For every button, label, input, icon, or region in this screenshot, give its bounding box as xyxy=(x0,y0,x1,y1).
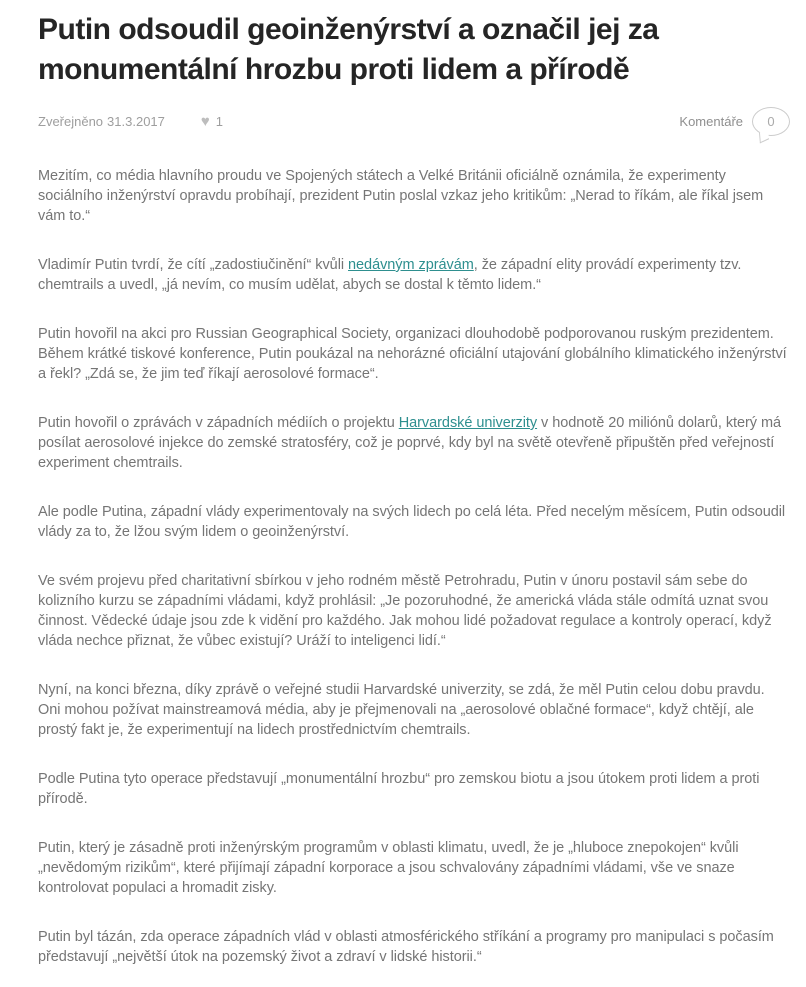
published-label: Zveřejněno xyxy=(38,113,104,129)
article-title: Putin odsoudil geoinženýrství a označil jej za monumentální hrozbu proti lidem a přírodě xyxy=(38,13,659,86)
publish-info xyxy=(38,113,223,130)
article-paragraph xyxy=(38,413,790,473)
inline-link[interactable]: Harvardské univerzity xyxy=(398,415,538,431)
paragraph-text: , že západní elity provádí experimenty tzv. chemtrails a uvedl, „já nevím, co musím udělat, abych se dostal k těmto lidem.“ xyxy=(38,257,742,293)
published-date: 31.3.2017 xyxy=(107,113,165,129)
article-meta-row xyxy=(38,106,790,136)
article-paragraph xyxy=(38,324,790,384)
comments-link[interactable]: Komentáře xyxy=(679,113,743,129)
paragraph-text: Putin byl tázán, zda operace západních vlád v oblasti atmosférického stříkání a programy pro manipulaci s počasím představují „největší útok na pozemský život a zdraví v lidské historii.“ xyxy=(38,929,774,965)
paragraph-text: Ve svém projevu před charitativní sbírkou v jeho rodném městě Petrohradu, Putin v únoru postavil sám sebe do kolizního kurzu se západními vládami, když prohlásil: „Je pozoruhodné, že americká vláda stále odmítá uznat svou činnost. Vědecké údaje jsou zde k vidění pro každého. Jak mohou lidé požadovat regulace a kontroly operací, když vláda nechce přiznat, že vůbec existují? Uráží to inteligenci lidí.“ xyxy=(38,573,772,649)
paragraph-text: Putin hovořil o zprávách v západních médiích o projektu xyxy=(38,415,399,431)
paragraph-text: Podle Putina tyto operace představují „monumentální hrozbu“ pro zemskou biotu a jsou útokem proti lidem a proti přírodě. xyxy=(38,771,760,807)
article-paragraph xyxy=(38,927,790,967)
article-paragraph xyxy=(38,769,790,809)
article-paragraph xyxy=(38,502,790,542)
comment-bubble-icon[interactable]: 0 xyxy=(752,107,790,136)
comments-widget xyxy=(679,107,790,136)
article-paragraph xyxy=(38,255,790,295)
article-paragraph xyxy=(38,680,790,740)
heart-icon[interactable]: ♥ xyxy=(200,112,210,130)
article-paragraph xyxy=(38,571,790,651)
likes-widget xyxy=(201,113,223,130)
paragraph-text: Nyní, na konci března, díky zprávě o veřejné studii Harvardské univerzity, se zdá, že měl Putin celou dobu pravdu. Oni mohou požívat mainstreamová média, aby je přejmenovali na „aerosolové oblačné formace“, když chtějí, ale prostý fakt je, že experimentují na lidech prostřednictvím chemtrails. xyxy=(38,682,765,738)
likes-count: 1 xyxy=(215,113,224,129)
paragraph-text: Putin hovořil na akci pro Russian Geographical Society, organizaci dlouhodobě podporovanou ruským prezidentem. Během krátké tiskové konference, Putin poukázal na nehorázné oficiální utajování globálního klimatického inženýrství a řekl? „Zdá se, že jim teď říkají aerosolové formace“. xyxy=(38,326,787,382)
article-paragraph xyxy=(38,166,790,226)
paragraph-text: v hodnotě 20 miliónů dolarů, který má posílat aerosolové injekce do zemské stratosféry, což je poprvé, kdy byl na světě otevřeně připuštěn před veřejností experiment chemtrails. xyxy=(38,415,782,471)
paragraph-text: Ale podle Putina, západní vlády experimentovaly na svých lidech po celá léta. Před necelým měsícem, Putin odsoudil vlády za to, že lžou svým lidem o geoinženýrství. xyxy=(38,504,786,540)
inline-link[interactable]: nedávným zprávám xyxy=(348,257,474,273)
paragraph-text: Vladimír Putin tvrdí, že cítí „zadostiučinění“ kvůli xyxy=(38,257,349,273)
article-paragraph xyxy=(38,838,790,898)
paragraph-text: Putin, který je zásadně proti inženýrským programům v oblasti klimatu, uvedl, že je „hluboce znepokojen“ kvůli „nevědomým rizikům“, které přijímají západní korporace a jsou schvalovány západními vládami, vše ve snaze kontrolovat populaci a hromadit zisky. xyxy=(38,840,739,896)
paragraph-text: Mezitím, co média hlavního proudu ve Spojených státech a Velké Británii oficiálně oznámila, že experimenty sociálního inženýrství opravdu probíhají, prezident Putin poslal vzkaz jeho kritikům: „Nerad to říkám, ale říkal jsem vám to.“ xyxy=(38,168,764,224)
article-body xyxy=(38,166,790,967)
